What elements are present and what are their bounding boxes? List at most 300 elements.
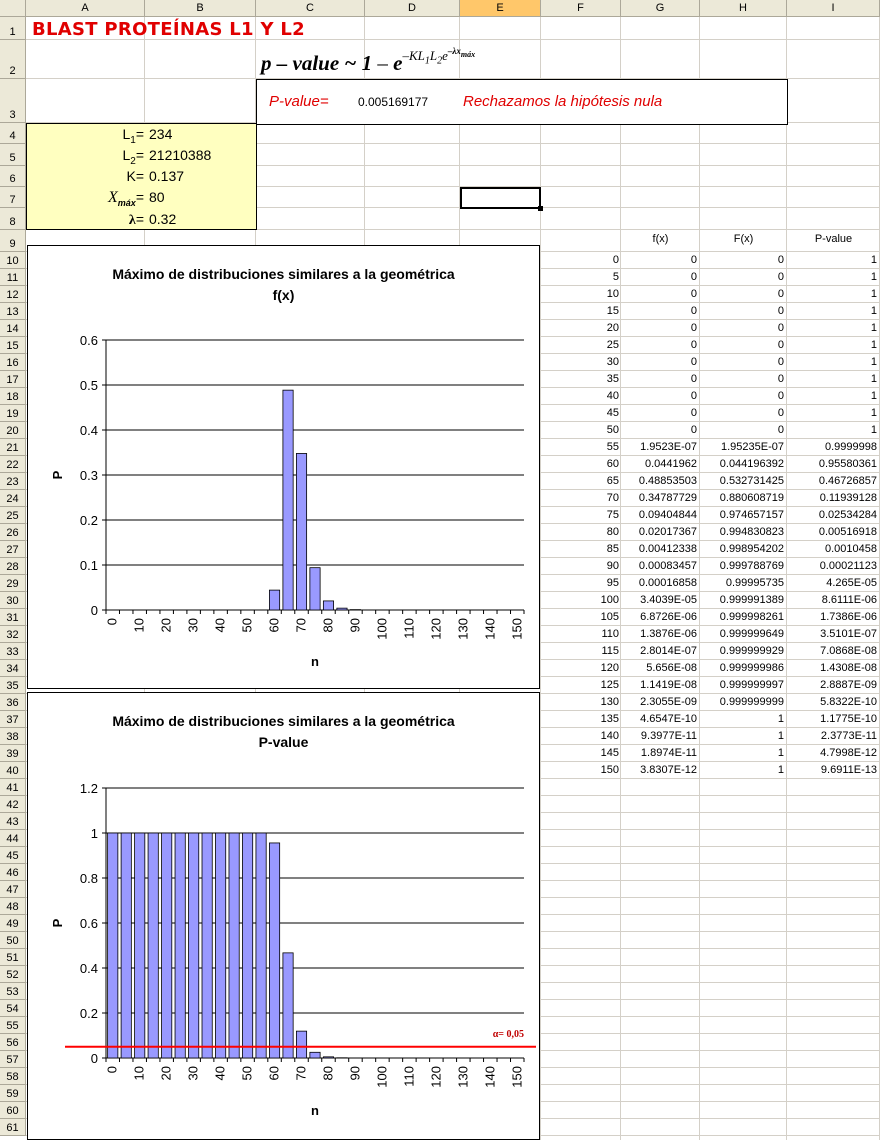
table-cell[interactable]: 1 bbox=[870, 373, 877, 385]
x-tick-label: 140 bbox=[482, 1066, 498, 1088]
row-header-33[interactable]: 33 bbox=[0, 643, 26, 660]
table-cell[interactable]: 0 bbox=[690, 339, 697, 351]
x-tick-label: 80 bbox=[320, 1066, 336, 1081]
table-cell[interactable]: 2.8887E-09 bbox=[820, 679, 877, 691]
row-header-40[interactable]: 40 bbox=[0, 762, 26, 779]
x-tick-label: 130 bbox=[455, 618, 471, 640]
x-tick-label: 40 bbox=[212, 618, 228, 633]
table-cell[interactable]: 9.6911E-13 bbox=[820, 764, 877, 776]
table-cell[interactable]: 0.999999649 bbox=[719, 628, 784, 640]
table-header: F(x) bbox=[733, 233, 754, 245]
bar-15 bbox=[148, 833, 158, 1058]
x-tick-label: 130 bbox=[455, 1066, 471, 1088]
table-cell-n[interactable]: 130 bbox=[600, 696, 619, 708]
table-cell-n[interactable]: 115 bbox=[601, 645, 619, 657]
x-tick-label: 150 bbox=[509, 1066, 525, 1088]
bar-55 bbox=[256, 833, 266, 1058]
row-header-10[interactable]: 10 bbox=[0, 252, 26, 269]
table-cell[interactable]: 0.532731425 bbox=[719, 475, 784, 487]
table-cell-n[interactable]: 0 bbox=[612, 254, 619, 266]
table-cell[interactable]: 1 bbox=[870, 288, 877, 300]
table-cell[interactable]: 0 bbox=[690, 390, 697, 402]
param-value[interactable]: 0.32 bbox=[149, 211, 177, 227]
param-value[interactable]: 234 bbox=[149, 126, 173, 142]
column-header-E[interactable]: E bbox=[460, 0, 541, 17]
alpha-label: α= 0,05 bbox=[492, 1028, 524, 1040]
x-tick-label: 110 bbox=[401, 1066, 417, 1087]
row-header-30[interactable]: 30 bbox=[0, 592, 26, 609]
bar-60 bbox=[269, 590, 279, 610]
table-cell[interactable]: 1 bbox=[777, 747, 784, 759]
table-cell[interactable]: 0.044196392 bbox=[719, 458, 784, 470]
table-cell[interactable]: 3.4039E-05 bbox=[640, 594, 697, 606]
row-header-47[interactable]: 47 bbox=[0, 881, 26, 898]
x-tick-label: 90 bbox=[347, 618, 363, 633]
table-cell[interactable]: 0.99995735 bbox=[725, 577, 784, 589]
table-cell[interactable]: 0.999788769 bbox=[719, 560, 784, 572]
table-cell[interactable]: 1.1419E-08 bbox=[640, 679, 697, 691]
table-cell[interactable]: 0.999999997 bbox=[719, 679, 784, 691]
row-header-11[interactable]: 11 bbox=[0, 269, 26, 286]
row-header-51[interactable]: 51 bbox=[0, 949, 26, 966]
y-tick-label: 0.6 bbox=[79, 333, 98, 348]
row-header-56[interactable]: 56 bbox=[0, 1034, 26, 1051]
table-cell-n[interactable]: 75 bbox=[606, 509, 619, 521]
table-cell-n[interactable]: 105 bbox=[600, 611, 619, 623]
chart-pvalue-plot bbox=[28, 693, 539, 1139]
row-header-27[interactable]: 27 bbox=[0, 541, 26, 558]
row-header-18[interactable]: 18 bbox=[0, 388, 26, 405]
table-cell[interactable]: 0 bbox=[777, 407, 784, 419]
bar-35 bbox=[202, 833, 212, 1058]
active-cell-e7[interactable] bbox=[460, 187, 541, 209]
row-header-21[interactable]: 21 bbox=[0, 439, 26, 456]
row-header-4[interactable]: 4 bbox=[0, 123, 26, 144]
row-header-53[interactable]: 53 bbox=[0, 983, 26, 1000]
param-value[interactable]: 21210388 bbox=[149, 147, 212, 163]
table-cell[interactable]: 0 bbox=[690, 322, 697, 334]
formula-one: 1 bbox=[361, 51, 373, 75]
bar-20 bbox=[162, 833, 172, 1058]
table-cell[interactable]: 0 bbox=[777, 288, 784, 300]
table-cell-n[interactable]: 120 bbox=[600, 662, 619, 674]
formula-exp3: –λx bbox=[447, 46, 461, 56]
row-header-24[interactable]: 24 bbox=[0, 490, 26, 507]
row-header-31[interactable]: 31 bbox=[0, 609, 26, 626]
row-header-15[interactable]: 15 bbox=[0, 337, 26, 354]
row-header-7[interactable]: 7 bbox=[0, 187, 26, 208]
table-cell[interactable]: 1.9523E-07 bbox=[640, 441, 697, 453]
bar-65 bbox=[283, 953, 293, 1058]
table-cell[interactable]: 1 bbox=[870, 390, 877, 402]
param-value[interactable]: 0.137 bbox=[149, 168, 185, 184]
table-cell[interactable]: 0.34787729 bbox=[638, 492, 697, 504]
y-axis-label: P bbox=[50, 470, 65, 480]
table-cell[interactable]: 0 bbox=[777, 305, 784, 317]
table-cell[interactable]: 1.8974E-11 bbox=[640, 747, 697, 759]
table-cell[interactable]: 0.00516918 bbox=[818, 526, 877, 538]
row-header-20[interactable]: 20 bbox=[0, 422, 26, 439]
table-cell[interactable]: 5.8322E-10 bbox=[820, 696, 877, 708]
table-cell[interactable]: 0.999998261 bbox=[719, 611, 784, 623]
y-tick-label: 0.8 bbox=[79, 871, 98, 886]
table-cell-n[interactable]: 35 bbox=[606, 373, 619, 385]
x-tick-label: 110 bbox=[401, 618, 417, 639]
bar-65 bbox=[283, 390, 293, 610]
formula-exp2: L bbox=[429, 48, 438, 63]
table-cell[interactable]: 9.3977E-11 bbox=[640, 730, 697, 742]
table-cell[interactable]: 0.994830823 bbox=[719, 526, 784, 538]
table-cell[interactable]: 1.1775E-10 bbox=[820, 713, 877, 725]
x-tick-label: 90 bbox=[347, 1066, 363, 1081]
table-cell[interactable]: 1 bbox=[870, 424, 877, 436]
table-cell-n[interactable]: 95 bbox=[606, 577, 619, 589]
row-header-38[interactable]: 38 bbox=[0, 728, 26, 745]
table-cell[interactable]: 0.999999999 bbox=[719, 696, 784, 708]
table-cell[interactable]: 1 bbox=[870, 305, 877, 317]
column-header-D[interactable]: D bbox=[365, 0, 460, 17]
table-header: P-value bbox=[814, 233, 853, 245]
table-cell-n[interactable]: 15 bbox=[606, 305, 619, 317]
row-header-19[interactable]: 19 bbox=[0, 405, 26, 422]
table-cell[interactable]: 0.09404844 bbox=[638, 509, 697, 521]
x-tick-label: 100 bbox=[374, 618, 390, 640]
chart-pvalue[interactable] bbox=[27, 692, 540, 1140]
table-cell[interactable]: 0 bbox=[690, 407, 697, 419]
row-header-49[interactable]: 49 bbox=[0, 915, 26, 932]
table-cell[interactable]: 0.00016858 bbox=[638, 577, 697, 589]
row-header-25[interactable]: 25 bbox=[0, 507, 26, 524]
table-cell[interactable]: 0.999999986 bbox=[719, 662, 784, 674]
table-cell[interactable]: 1.7386E-06 bbox=[820, 611, 877, 623]
table-cell[interactable]: 0 bbox=[690, 271, 697, 283]
table-cell[interactable]: 1.95235E-07 bbox=[721, 441, 784, 453]
formula-sub2: 2 bbox=[437, 55, 443, 67]
table-cell[interactable]: 2.3055E-09 bbox=[640, 696, 697, 708]
param-label: K= bbox=[126, 168, 144, 184]
parameters-box bbox=[26, 123, 257, 230]
chart-fx-subtitle: f(x) bbox=[272, 287, 295, 303]
row-header-57[interactable]: 57 bbox=[0, 1051, 26, 1068]
table-cell-n[interactable]: 85 bbox=[606, 543, 619, 555]
table-cell-n[interactable]: 40 bbox=[606, 390, 619, 402]
y-tick-label: 0.1 bbox=[79, 558, 98, 573]
y-tick-label: 0.3 bbox=[79, 468, 98, 483]
y-tick-label: 0.5 bbox=[79, 378, 98, 393]
table-cell[interactable]: 0.11939128 bbox=[819, 492, 877, 504]
row-header-6[interactable]: 6 bbox=[0, 166, 26, 187]
column-header-C[interactable]: C bbox=[256, 0, 365, 17]
x-tick-label: 50 bbox=[239, 1066, 255, 1081]
row-header-48[interactable]: 48 bbox=[0, 898, 26, 915]
pvalue-result-box bbox=[256, 79, 788, 125]
table-cell[interactable]: 2.8014E-07 bbox=[640, 645, 697, 657]
table-cell-n[interactable]: 100 bbox=[600, 594, 619, 606]
row-header-26[interactable]: 26 bbox=[0, 524, 26, 541]
sheet-title: BLAST PROTEÍNAS L1 Y L2 bbox=[32, 19, 305, 40]
table-cell[interactable]: 4.7998E-12 bbox=[820, 747, 877, 759]
formula-minus: – bbox=[377, 51, 388, 75]
row-header-39[interactable]: 39 bbox=[0, 745, 26, 762]
row-header-28[interactable]: 28 bbox=[0, 558, 26, 575]
x-tick-label: 120 bbox=[428, 618, 444, 640]
table-cell[interactable]: 0 bbox=[690, 424, 697, 436]
table-cell-n[interactable]: 25 bbox=[606, 339, 619, 351]
y-tick-label: 1.2 bbox=[79, 781, 98, 796]
table-cell[interactable]: 1 bbox=[870, 407, 877, 419]
formula-approx: ~ bbox=[344, 51, 357, 75]
table-cell[interactable]: 0.00412338 bbox=[638, 543, 697, 555]
table-cell[interactable]: 1.3876E-06 bbox=[640, 628, 697, 640]
table-cell-n[interactable]: 65 bbox=[606, 475, 619, 487]
bar-25 bbox=[175, 833, 185, 1058]
y-tick-label: 0 bbox=[90, 603, 98, 618]
table-cell[interactable]: 3.8307E-12 bbox=[640, 764, 697, 776]
param-value[interactable]: 80 bbox=[149, 189, 165, 205]
table-cell-n[interactable]: 45 bbox=[606, 407, 619, 419]
x-tick-label: 60 bbox=[266, 1066, 282, 1081]
table-cell[interactable]: 1 bbox=[777, 713, 784, 725]
row-header-59[interactable]: 59 bbox=[0, 1085, 26, 1102]
y-tick-label: 0.4 bbox=[79, 961, 98, 976]
table-cell[interactable]: 1 bbox=[777, 764, 784, 776]
x-tick-label: 20 bbox=[158, 1066, 174, 1081]
bar-70 bbox=[296, 453, 306, 610]
bar-30 bbox=[189, 833, 199, 1058]
x-tick-label: 140 bbox=[482, 618, 498, 640]
table-cell-n[interactable]: 10 bbox=[606, 288, 619, 300]
row-header-35[interactable]: 35 bbox=[0, 677, 26, 694]
bar-45 bbox=[229, 833, 239, 1058]
table-cell[interactable]: 0.974657157 bbox=[719, 509, 784, 521]
table-cell-n[interactable]: 70 bbox=[606, 492, 619, 504]
row-header-13[interactable]: 13 bbox=[0, 303, 26, 320]
table-cell[interactable]: 0.999991389 bbox=[719, 594, 784, 606]
table-cell-n[interactable]: 90 bbox=[606, 560, 619, 572]
x-axis-label: n bbox=[311, 654, 319, 669]
column-header-F[interactable]: F bbox=[541, 0, 621, 17]
table-cell[interactable]: 7.0868E-08 bbox=[820, 645, 877, 657]
table-cell-n[interactable]: 150 bbox=[600, 764, 619, 776]
pvalue-value[interactable]: 0.005169177 bbox=[358, 95, 429, 109]
row-header-12[interactable]: 12 bbox=[0, 286, 26, 303]
table-cell[interactable]: 0.0441962 bbox=[645, 458, 697, 470]
table-cell[interactable]: 0 bbox=[777, 373, 784, 385]
column-header-I[interactable]: I bbox=[787, 0, 880, 17]
row-header-29[interactable]: 29 bbox=[0, 575, 26, 592]
row-header-2[interactable]: 2 bbox=[0, 40, 26, 79]
table-cell[interactable]: 0 bbox=[777, 322, 784, 334]
table-cell[interactable]: 1 bbox=[870, 271, 877, 283]
table-cell[interactable]: 0 bbox=[777, 424, 784, 436]
table-cell[interactable]: 0.9999998 bbox=[825, 441, 877, 453]
table-cell[interactable]: 0 bbox=[690, 356, 697, 368]
table-cell[interactable]: 4.265E-05 bbox=[826, 577, 877, 589]
row-header-45[interactable]: 45 bbox=[0, 847, 26, 864]
x-tick-label: 120 bbox=[428, 1066, 444, 1088]
table-cell[interactable]: 0.95580361 bbox=[818, 458, 877, 470]
column-header-B[interactable]: B bbox=[145, 0, 256, 17]
select-all-corner[interactable] bbox=[0, 0, 26, 17]
row-header-5[interactable]: 5 bbox=[0, 144, 26, 166]
table-cell[interactable]: 0 bbox=[690, 254, 697, 266]
bar-75 bbox=[310, 1052, 320, 1058]
table-cell[interactable]: 0 bbox=[777, 271, 784, 283]
row-header-3[interactable]: 3 bbox=[0, 79, 26, 123]
row-header-52[interactable]: 52 bbox=[0, 966, 26, 983]
row-header-46[interactable]: 46 bbox=[0, 864, 26, 881]
x-tick-label: 30 bbox=[185, 618, 201, 633]
bar-70 bbox=[296, 1031, 306, 1058]
x-tick-label: 0 bbox=[104, 618, 120, 626]
bar-80 bbox=[323, 601, 333, 610]
table-cell[interactable]: 0.00021123 bbox=[819, 560, 877, 572]
x-tick-label: 0 bbox=[104, 1066, 120, 1074]
row-header-34[interactable]: 34 bbox=[0, 660, 26, 677]
x-tick-label: 80 bbox=[320, 618, 336, 633]
column-header-H[interactable]: H bbox=[700, 0, 787, 17]
table-cell[interactable]: 0 bbox=[690, 373, 697, 385]
param-label: $L_1=$ bbox=[122, 126, 144, 146]
bar-75 bbox=[310, 568, 320, 610]
table-cell[interactable]: 0 bbox=[777, 254, 784, 266]
chart-pvalue-subtitle: P-value bbox=[258, 734, 309, 750]
pvalue-label: P-value= bbox=[269, 93, 329, 110]
row-header-1[interactable]: 1 bbox=[0, 17, 26, 40]
row-header-41[interactable]: 41 bbox=[0, 779, 26, 796]
param-label: $L_2=$ bbox=[122, 147, 144, 167]
table-header: f(x) bbox=[652, 233, 669, 245]
row-header-60[interactable]: 60 bbox=[0, 1102, 26, 1119]
table-cell[interactable]: 1 bbox=[777, 730, 784, 742]
y-axis-label: P bbox=[50, 918, 65, 928]
pvalue-conclusion: Rechazamos la hipótesis nula bbox=[463, 93, 663, 110]
bar-80 bbox=[323, 1057, 333, 1058]
row-header-42[interactable]: 42 bbox=[0, 796, 26, 813]
x-tick-label: 10 bbox=[131, 1066, 147, 1081]
row-header-22[interactable]: 22 bbox=[0, 456, 26, 473]
formula-sub3: máx bbox=[460, 49, 476, 59]
formula-sub1: 1 bbox=[424, 55, 430, 67]
row-header-61[interactable]: 61 bbox=[0, 1119, 26, 1136]
x-tick-label: 70 bbox=[293, 1066, 309, 1081]
row-header-37[interactable]: 37 bbox=[0, 711, 26, 728]
x-tick-label: 100 bbox=[374, 1066, 390, 1088]
table-cell-n[interactable]: 135 bbox=[600, 713, 619, 725]
table-cell[interactable]: 5.656E-08 bbox=[646, 662, 697, 674]
table-cell[interactable]: 0 bbox=[777, 356, 784, 368]
table-cell[interactable]: 1 bbox=[870, 339, 877, 351]
formula-exp1: –KL bbox=[402, 48, 425, 63]
param-label: $X_{máx}=$ bbox=[108, 189, 144, 208]
table-cell-n[interactable]: 5 bbox=[612, 271, 619, 283]
formula-lhs: p – value bbox=[261, 51, 340, 75]
table-cell[interactable]: 0.00083457 bbox=[638, 560, 697, 572]
row-header-50[interactable]: 50 bbox=[0, 932, 26, 949]
y-tick-label: 0 bbox=[90, 1051, 98, 1066]
row-header-8[interactable]: 8 bbox=[0, 208, 26, 230]
table-cell[interactable]: 0 bbox=[690, 288, 697, 300]
column-header-G[interactable]: G bbox=[621, 0, 700, 17]
table-cell[interactable]: 0.998954202 bbox=[719, 543, 784, 555]
bar-40 bbox=[215, 833, 225, 1058]
table-cell-n[interactable]: 125 bbox=[600, 679, 619, 691]
table-cell-n[interactable]: 50 bbox=[606, 424, 619, 436]
table-cell-n[interactable]: 20 bbox=[606, 322, 619, 334]
table-cell[interactable]: 0.02017367 bbox=[638, 526, 697, 538]
y-tick-label: 1 bbox=[90, 826, 98, 841]
row-header-23[interactable]: 23 bbox=[0, 473, 26, 490]
x-tick-label: 50 bbox=[239, 618, 255, 633]
x-tick-label: 40 bbox=[212, 1066, 228, 1081]
table-cell[interactable]: 0.880608719 bbox=[719, 492, 784, 504]
row-header-17[interactable]: 17 bbox=[0, 371, 26, 388]
pvalue-formula bbox=[261, 46, 475, 76]
table-cell-n[interactable]: 30 bbox=[606, 356, 619, 368]
table-cell[interactable]: 0.02534284 bbox=[818, 509, 877, 521]
row-header-55[interactable]: 55 bbox=[0, 1017, 26, 1034]
y-tick-label: 0.2 bbox=[79, 513, 98, 528]
table-cell-n[interactable]: 140 bbox=[600, 730, 619, 742]
bar-85 bbox=[337, 608, 347, 610]
chart-fx[interactable] bbox=[27, 245, 540, 689]
row-header-9[interactable]: 9 bbox=[0, 230, 26, 252]
table-cell[interactable]: 8.6111E-06 bbox=[821, 594, 877, 606]
table-cell[interactable]: 4.6547E-10 bbox=[640, 713, 697, 725]
table-cell[interactable]: 3.5101E-07 bbox=[820, 628, 877, 640]
y-tick-label: 0.6 bbox=[79, 916, 98, 931]
chart-fx-title: Máximo de distribuciones similares a la geométrica bbox=[112, 266, 455, 282]
table-cell-n[interactable]: 55 bbox=[606, 441, 619, 453]
table-cell[interactable]: 0.48853503 bbox=[638, 475, 697, 487]
table-cell[interactable]: 0.46726857 bbox=[818, 475, 877, 487]
row-header-54[interactable]: 54 bbox=[0, 1000, 26, 1017]
table-cell[interactable]: 1 bbox=[870, 356, 877, 368]
table-cell-n[interactable]: 145 bbox=[600, 747, 619, 759]
table-cell[interactable]: 1 bbox=[870, 254, 877, 266]
formula-e: e bbox=[393, 51, 403, 75]
x-tick-label: 70 bbox=[293, 618, 309, 633]
table-cell[interactable]: 0 bbox=[777, 390, 784, 402]
row-header-14[interactable]: 14 bbox=[0, 320, 26, 337]
table-cell[interactable]: 0 bbox=[777, 339, 784, 351]
row-header-43[interactable]: 43 bbox=[0, 813, 26, 830]
bar-0 bbox=[108, 833, 118, 1058]
row-header-58[interactable]: 58 bbox=[0, 1068, 26, 1085]
table-cell-n[interactable]: 80 bbox=[606, 526, 619, 538]
table-cell[interactable]: 0.0010458 bbox=[825, 543, 877, 555]
x-axis-label: n bbox=[311, 1103, 319, 1118]
row-header-36[interactable]: 36 bbox=[0, 694, 26, 711]
y-tick-label: 0.2 bbox=[79, 1006, 98, 1021]
row-header-32[interactable]: 32 bbox=[0, 626, 26, 643]
x-tick-label: 150 bbox=[509, 618, 525, 640]
row-header-16[interactable]: 16 bbox=[0, 354, 26, 371]
table-cell[interactable]: 2.3773E-11 bbox=[820, 730, 877, 742]
table-cell[interactable]: 1 bbox=[870, 322, 877, 334]
column-header-A[interactable]: A bbox=[26, 0, 145, 17]
table-cell[interactable]: 1.4308E-08 bbox=[820, 662, 877, 674]
x-tick-label: 10 bbox=[131, 618, 147, 633]
row-header-44[interactable]: 44 bbox=[0, 830, 26, 847]
table-cell[interactable]: 0 bbox=[690, 305, 697, 317]
table-cell[interactable]: 6.8726E-06 bbox=[640, 611, 697, 623]
bar-5 bbox=[121, 833, 131, 1058]
table-cell-n[interactable]: 60 bbox=[606, 458, 619, 470]
table-cell[interactable]: 0.999999929 bbox=[719, 645, 784, 657]
table-cell-n[interactable]: 110 bbox=[601, 628, 619, 640]
formula-e2: e bbox=[442, 48, 448, 63]
